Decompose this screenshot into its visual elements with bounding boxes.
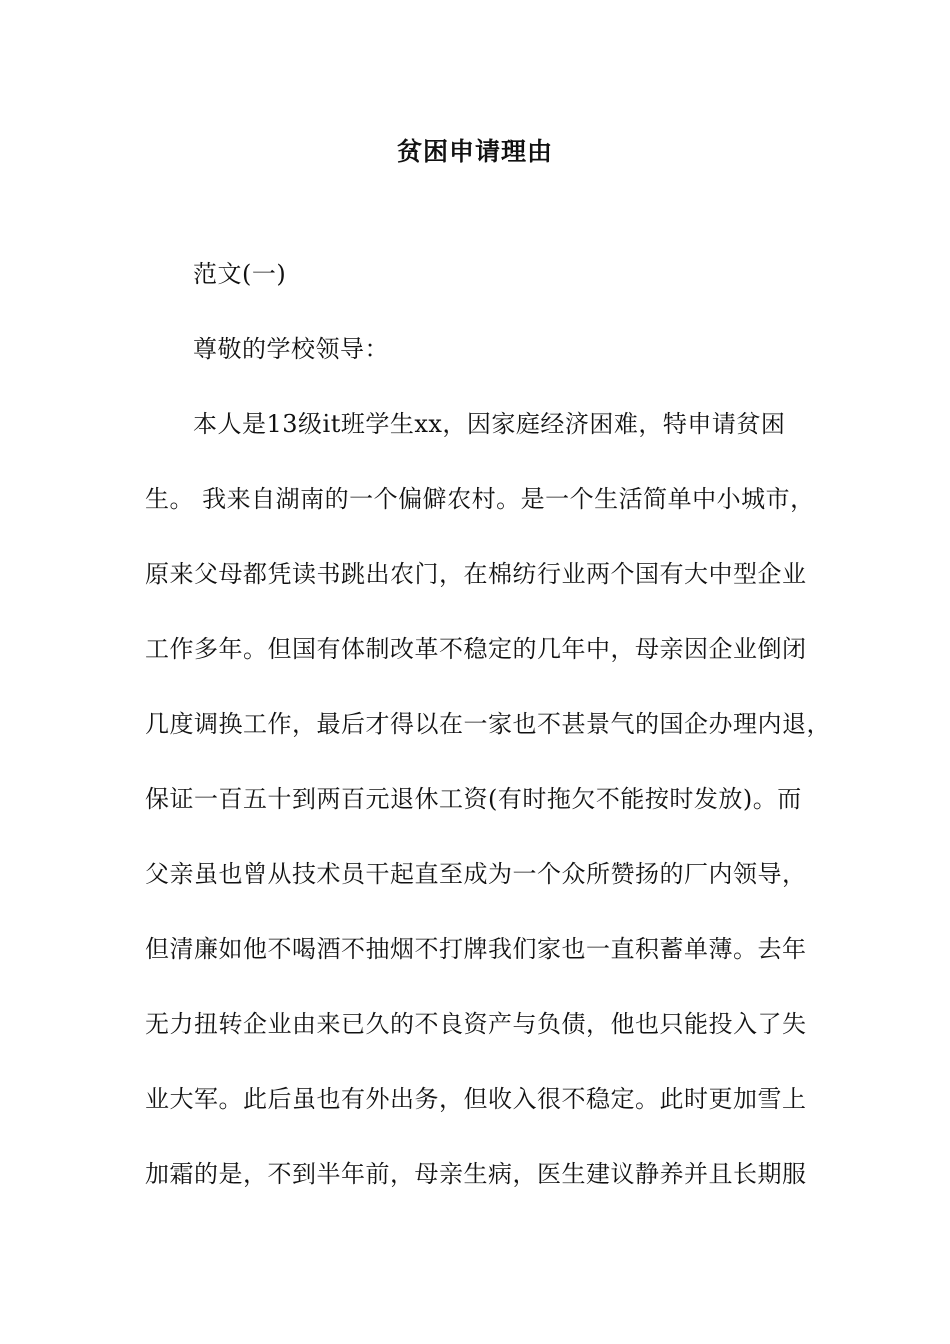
salutation: 尊敬的学校领导： [193,335,389,363]
body-line: 工作多年。但国有体制改革不稳定的几年中，母亲因企业倒闭 [145,635,807,663]
body-line: 但清廉如他不喝酒不抽烟不打牌我们家也一直积蓄单薄。去年 [145,935,807,963]
body-line: 本人是13级it班学生xx，因家庭经济困难，特申请贫困 [193,410,786,438]
body-line: 业大军。此后虽也有外出务，但收入很不稳定。此时更加雪上 [145,1085,807,1113]
document-body [145,237,845,1212]
body-line: 父亲虽也曾从技术员干起直至成为一个众所赞扬的厂内领导， [145,860,807,888]
body-line: 原来父母都凭读书跳出农门，在棉纺行业两个国有大中型企业 [145,560,807,588]
body-line: 生。 我来自湖南的一个偏僻农村。是一个生活简单中小城市， [145,485,815,513]
body-line: 保证一百五十到两百元退休工资(有时拖欠不能按时发放)。而 [145,785,802,813]
body-line: 无力扭转企业由来已久的不良资产与负债，他也只能投入了失 [145,1010,807,1038]
body-line: 几度调换工作，最后才得以在一家也不甚景气的国企办理内退， [145,710,831,738]
section-heading: 范文(一) [193,260,287,288]
document-title: 贫困申请理由 [396,137,553,166]
body-line: 加霜的是，不到半年前，母亲生病，医生建议静养并且长期服 [145,1160,807,1188]
